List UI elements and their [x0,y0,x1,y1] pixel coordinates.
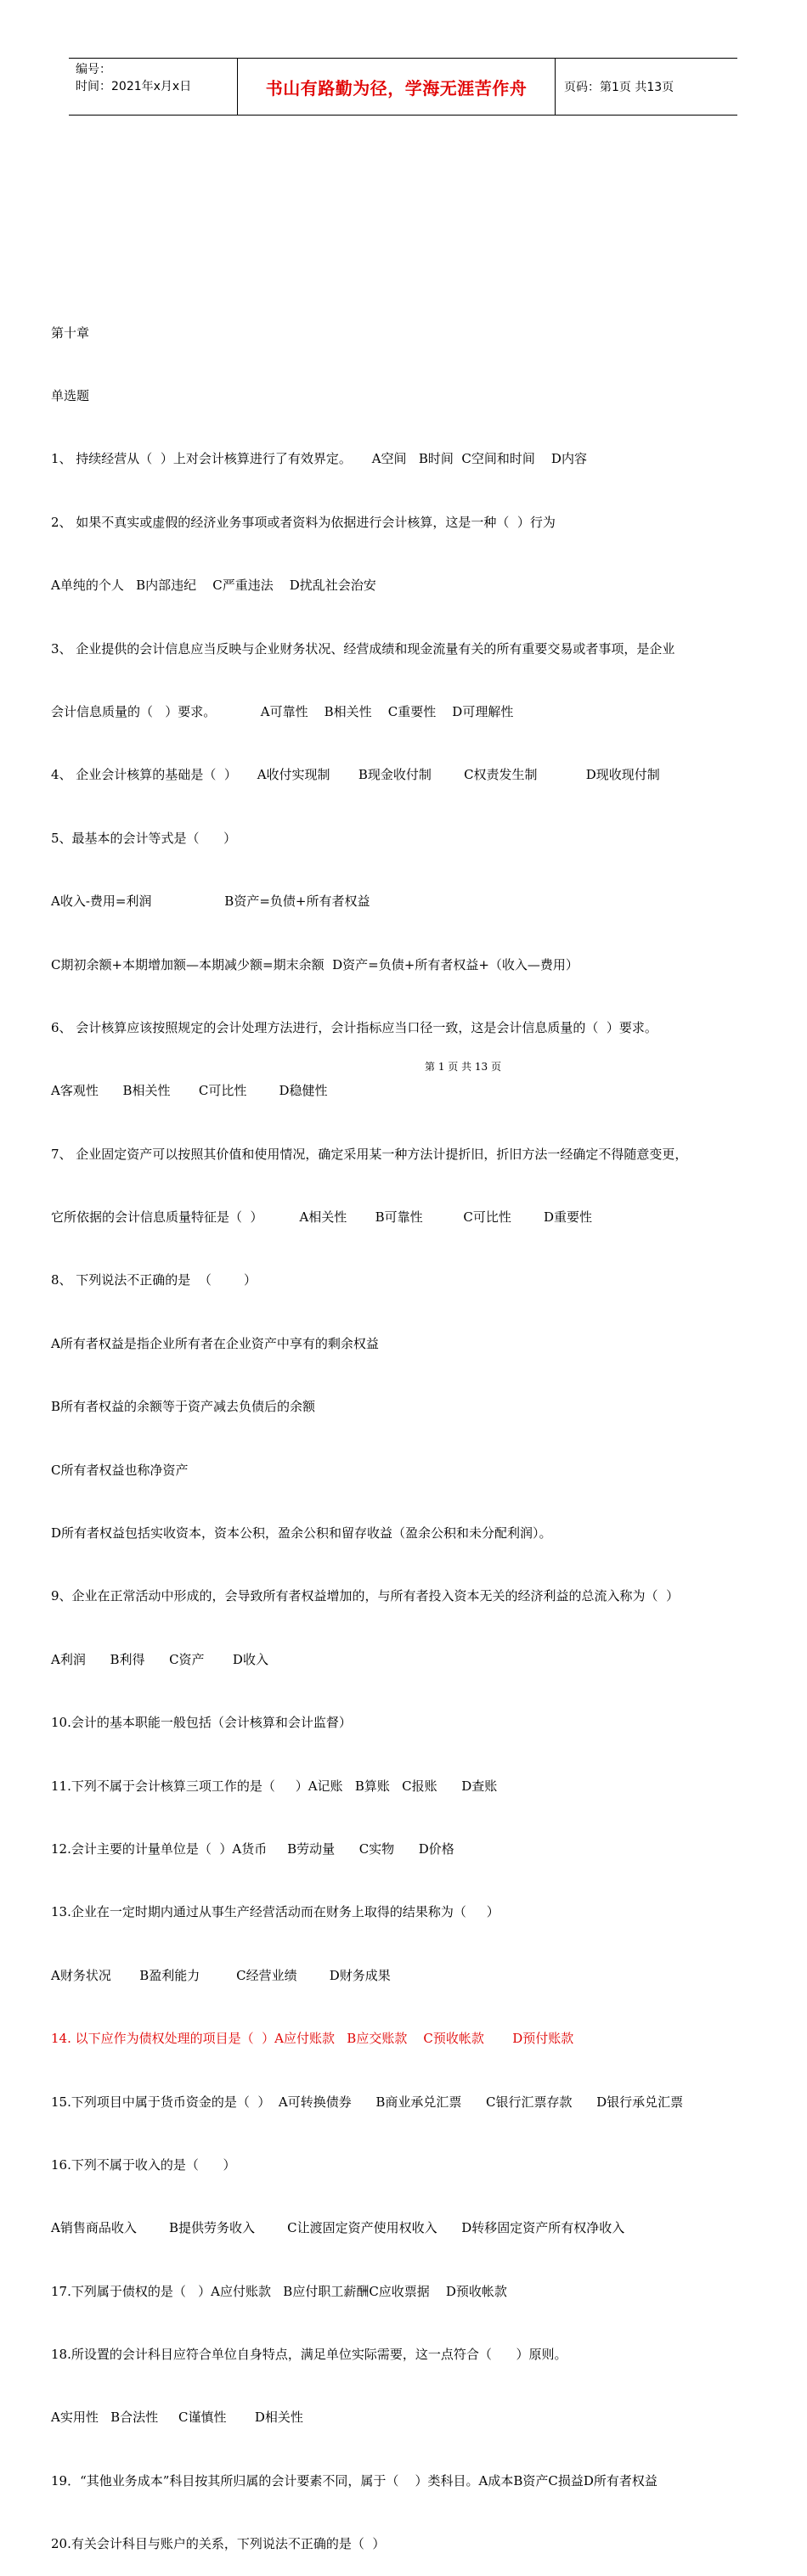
question-line: 12.会计主要的计量单位是（ ）A货币 B劳动量 C实物 D价格 [51,1840,454,1857]
question-line: C所有者权益也称净资产 [51,1462,189,1478]
question-line: 10.会计的基本职能一般包括（会计核算和会计监督） [51,1715,352,1731]
question-line: B所有者权益的余额等于资产减去负债后的余额 [51,1399,316,1415]
question-line: A销售商品收入 B提供劳务收入 C让渡固定资产使用权收入 D转移固定资产所有权净收入 [51,2220,625,2236]
time-label: 时间：2021年x月x日 [76,80,192,93]
question-line: A财务状况 B盈利能力 C经营业绩 D财务成果 [51,1967,391,1983]
question-line: 17.下列属于债权的是（ ）A应付账款 B应付职工薪酬C应收票据 D预收帐款 [51,2283,507,2299]
question-line: 5、最基本的会计等式是（ ） [51,830,237,846]
section-title: 单选题 [51,387,90,403]
question-line: A利润 B利得 C资产 D收入 [51,1651,268,1667]
question-line: 2、 如果不真实或虚假的经济业务事项或者资料为依据进行会计核算，这是一种（ ）行为 [51,514,556,530]
question-line: D所有者权益包括实收资本，资本公积，盈余公积和留存收益（盈余公积和未分配利润）。 [51,1525,552,1542]
question-line: 1、 持续经营从（ ）上对会计核算进行了有效界定。 A空间 B时间 C空间和时间 D内容 [51,451,587,467]
document-header [69,58,737,116]
header-meta [69,59,238,115]
question-line: 会计信息质量的（ ）要求。 A可靠性 B相关性 C重要性 D可理解性 [51,703,514,719]
question-line: A实用性 B合法性 C谨慎性 D相关性 [51,2410,303,2426]
question-line: 4、 企业会计核算的基础是（ ） A收付实现制 B现金收付制 C权责发生制 D现收现付制 [51,767,660,783]
question-line: 3、 企业提供的会计信息应当反映与企业财务状况、经营成绩和现金流量有关的所有重要交易或者事项，是企业 [51,640,675,657]
question-line: 它所依据的会计信息质量特征是（ ） A相关性 B可靠性 C可比性 D重要性 [51,1209,593,1226]
question-line: A客观性 B相关性 C可比性 D稳健性 [51,1083,328,1099]
question-line: 9、企业在正常活动中形成的，会导致所有者权益增加的，与所有者投入资本无关的经济利益的总流入称为（ ） [51,1588,680,1604]
highlighted-question-line: 14. 以下应作为债权处理的项目是（ ）A应付账款 B应交账款 C预收帐款 D预付账款 [51,2031,574,2047]
motto: 书山有路勤为径，学海无涯苦作舟 [238,59,556,115]
question-line: 16.下列不属于收入的是（ ） [51,2156,236,2173]
question-line: 13.企业在一定时期内通过从事生产经营活动而在财务上取得的结果称为（ ） [51,1904,499,1920]
question-line: 7、 企业固定资产可以按照其价值和使用情况，确定采用某一种方法计提折旧，折旧方法一经确定不得随意变更， [51,1146,688,1162]
question-line: 18.所设置的会计科目应符合单位自身特点，满足单位实际需要，这一点符合（ ）原则。 [51,2347,567,2363]
question-line: A所有者权益是指企业所有者在企业资产中享有的剩余权益 [51,1335,379,1351]
chapter-title: 第十章 [51,324,90,341]
question-line: 6、 会计核算应该按照规定的会计处理方法进行，会计指标应当口径一致，这是会计信息质量的（ ）要求。 [51,1019,657,1035]
question-line: A单纯的个人 B内部违纪 C严重违法 D扰乱社会治安 [51,578,376,594]
question-line: C期初余额+本期增加额—本期减少额=期末余额 D资产=负债+所有者权益+（收入—费用） [51,956,578,972]
question-line: 11.下列不属于会计核算三项工作的是（ ）A记账 B算账 C报账 D查账 [51,1778,498,1794]
question-line: 8、 下列说法不正确的是 （ ） [51,1272,257,1288]
page-indicator: 页码：第1页 共13页 [564,81,674,94]
page-footer: 第 1 页 共 13 页 [425,1061,501,1073]
number-label: 编号： [76,63,111,76]
question-line: 20.有关会计科目与账户的关系，下列说法不正确的是（ ） [51,2536,386,2552]
question-line: 15.下列项目中属于货币资金的是（ ） A可转换债券 B商业承兑汇票 C银行汇票存款 D银行承兑汇票 [51,2094,684,2110]
document-body [51,280,765,2576]
question-line: 19．“其他业务成本”科目按其所归属的会计要素不同，属于（ ）类科目。A成本B资产C损益D所有者权益 [51,2472,657,2489]
question-line: A收入-费用=利润 B资产=负债+所有者权益 [51,893,370,910]
